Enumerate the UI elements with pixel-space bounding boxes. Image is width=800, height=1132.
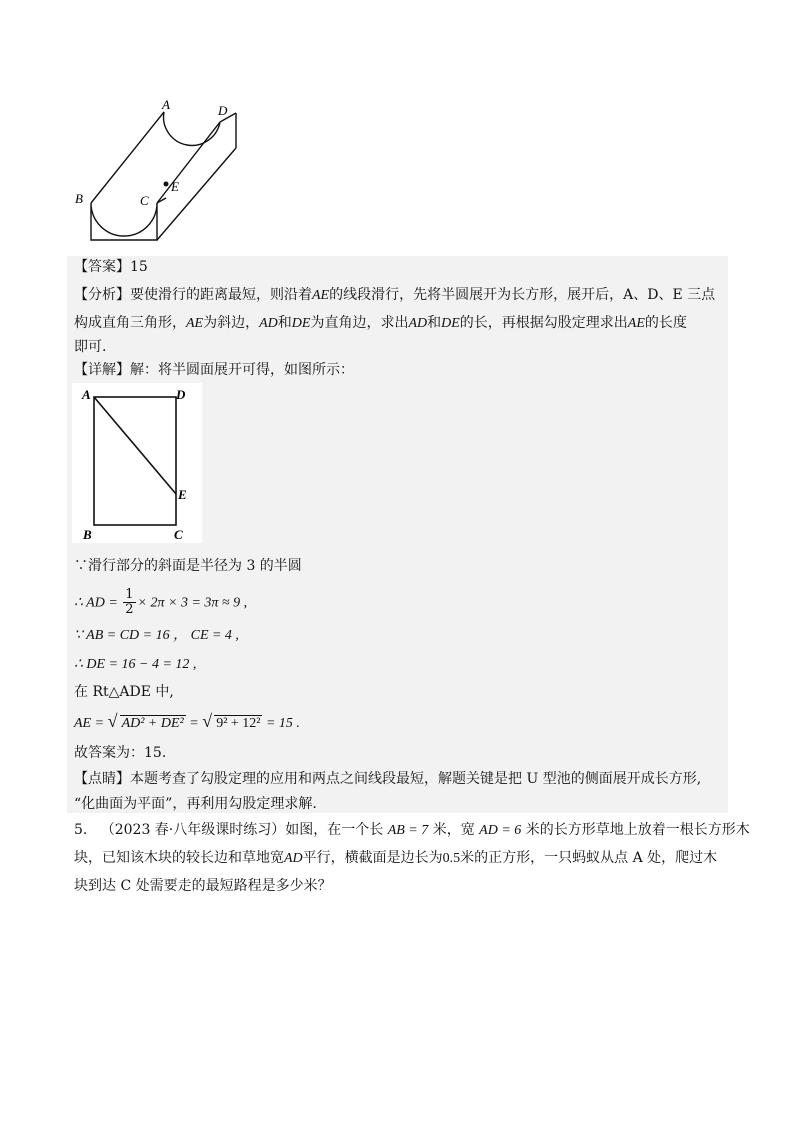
comment-line-2: “化曲面为平面”，再利用勾股定理求解. [74,796,317,812]
edge-cd [157,122,220,203]
label-d: D [218,103,228,118]
solution-line-7: 故答案为：15. [74,745,167,761]
solution-line-1: ∵滑行部分的斜面是半径为 3 的半圆 [74,558,302,574]
analysis-tag: 【分析】 [74,287,130,303]
question-number: 5. [74,822,88,838]
solution-line-3: ∵ AB = CD = 16 ， CE = 4 , [74,628,239,643]
detail-line: 【详解】解：将半圆面展开可得，如图所示： [74,362,354,378]
point-e [164,182,169,187]
sqrt-9-12: √ 9² + 12² [202,711,261,731]
answer-value: 15 [130,259,148,275]
detail-tag: 【详解】 [74,362,130,378]
label-e: E [171,179,179,194]
question-line-2: 块，已知该木块的较长边和草地宽AD平行，横截面是边长为0.5米的正方形，一只蚂蚁从点 A 处，爬过木 [74,850,718,866]
sqrt-ad-de: √ AD² + DE² [107,711,184,731]
solution-line-4: ∴ DE = 16 − 4 = 12 , [74,657,197,672]
question-line-1: 5. （2023 春·八年级课时练习）如图，在一个长 AB = 7 米，宽 AD = 6 米的长方形草地上放着一根长方形木 [74,822,750,838]
front-face [91,203,157,240]
label-a: A [162,97,170,112]
analysis-line-2: 构成直角三角形，AE为斜边，AD和DE为直角边，求出AD和DE的长，再根据勾股定理求出AE的长度 [74,315,687,331]
label-c: C [174,527,183,542]
u-channel-figure [70,95,250,250]
answer-tag: 【答案】 [74,259,130,275]
label-d: D [176,387,186,402]
solution-line-2: ∴ AD = $\frac{1}{2}$ × 2π × 3 = 3π ≈ 9 , [74,587,248,617]
label-b: B [83,527,92,542]
analysis-line-3: 即可. [74,339,107,355]
analysis-line-1: 【分析】要使滑行的距离最短，则沿着AE的线段滑行，先将半圆展开为长方形，展开后，A、D、E 三点 [74,287,716,303]
comment-tag: 【点睛】 [74,771,130,787]
solution-line-6: AE = √ AD² + DE² = √ 9² + 12² = 15 . [74,713,300,734]
edge-ab [91,112,164,203]
label-e: E [178,487,187,502]
solution-line-5: 在 Rt△ADE 中, [74,684,174,700]
question-source: （2023 春·八年级课时练习） [100,822,286,838]
back-arc [164,112,220,145]
label-c: C [140,193,149,208]
unrolled-rectangle-figure [72,383,202,543]
question-line-3: 块到达 C 处需要走的最短路程是多少米？ [74,878,332,894]
label-b: B [75,191,83,206]
label-a: A [82,387,91,402]
fraction-one-half: $\frac{1}{2}$ [125,587,134,617]
edge-bottom [157,148,236,240]
answer-line [74,257,148,277]
comment-line-1: 【点睛】本题考查了勾股定理的应用和两点之间线段最短，解题关键是把 U 型池的侧面展开成长方形, [74,771,702,787]
